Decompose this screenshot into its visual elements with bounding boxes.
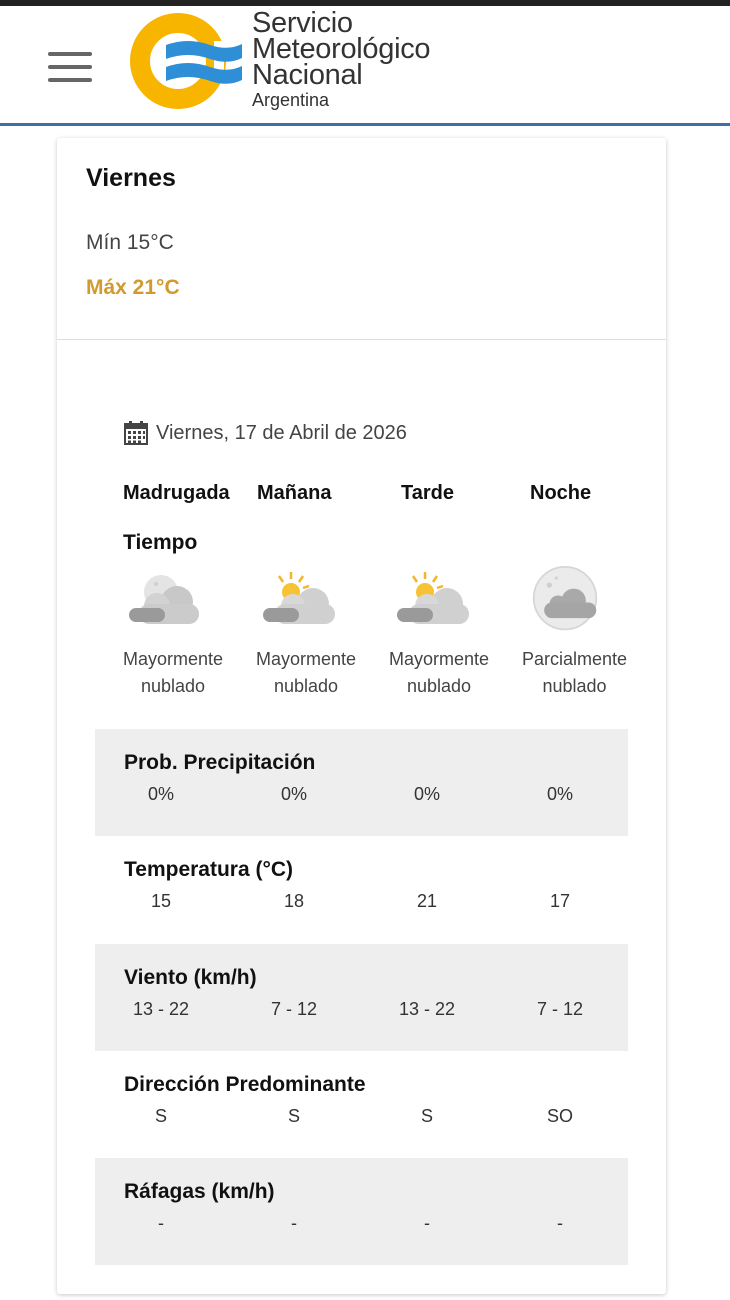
forecast-card [57, 138, 666, 1294]
min-temperature: Mín 15°C [86, 231, 174, 254]
brand-text[interactable] [252, 7, 431, 110]
brand-line-1: Servicio [252, 7, 353, 39]
weather-label: Tiempo [123, 531, 198, 554]
row-value: S [287, 1106, 300, 1126]
wind-row [95, 944, 628, 1051]
row-value: 17 [549, 891, 571, 911]
brand-line-4: Argentina [252, 90, 330, 110]
forecast-date-text: Viernes, 17 de Abril de 2026 [156, 421, 407, 444]
period-tarde: Tarde [401, 482, 454, 504]
row-value: - [291, 1213, 297, 1233]
weather-description [389, 646, 489, 700]
description-line-1: Mayormente [123, 649, 224, 669]
weather-descriptions [123, 646, 663, 706]
brand-line-3: Nacional [252, 59, 363, 91]
row-value: 21 [416, 891, 438, 911]
day-title: Viernes [86, 164, 176, 192]
row-value: 13 - 22 [132, 999, 190, 1019]
weather-description [123, 646, 223, 700]
row-value: 0% [413, 784, 440, 804]
period-madrugada: Madrugada [123, 482, 230, 504]
precipitation-row [95, 729, 628, 836]
row-title: Dirección Predominante [124, 1073, 366, 1096]
row-value: 0% [546, 784, 573, 804]
weather-description [256, 646, 356, 700]
row-title: Viento (km/h) [124, 966, 257, 989]
period-headers [123, 482, 653, 512]
row-value: - [158, 1213, 164, 1233]
weather-icons [123, 566, 663, 646]
row-value: 18 [283, 891, 305, 911]
row-value: 7 - 12 [270, 999, 318, 1019]
temperature-row [95, 836, 628, 943]
description-line-2: nublado [406, 676, 472, 696]
menu-icon[interactable] [48, 52, 92, 84]
period-manana: Mañana [257, 482, 332, 504]
gusts-row [95, 1158, 628, 1265]
direction-row [95, 1051, 628, 1158]
row-value: 13 - 22 [398, 999, 456, 1019]
moon-cloud-icon [525, 566, 605, 632]
row-title: Prob. Precipitación [124, 751, 316, 774]
row-value: 7 - 12 [536, 999, 584, 1019]
row-value: 0% [147, 784, 174, 804]
site-header [0, 6, 730, 126]
row-value: 0% [280, 784, 307, 804]
calendar-icon [123, 420, 149, 446]
row-value: 15 [150, 891, 172, 911]
day-summary [57, 138, 666, 340]
row-value: - [557, 1213, 563, 1233]
cloud-moon-icon [125, 566, 205, 632]
description-line-2: nublado [140, 676, 206, 696]
description-line-1: Mayormente [256, 649, 357, 669]
description-line-2: nublado [542, 676, 607, 696]
description-line-2: nublado [273, 676, 339, 696]
cloud-sun-icon [393, 566, 473, 632]
weather-description [522, 646, 627, 700]
description-line-1: Mayormente [389, 649, 490, 669]
row-title: Ráfagas (km/h) [124, 1180, 275, 1203]
row-value: S [154, 1106, 167, 1126]
description-line-1: Parcialmente [522, 649, 628, 669]
row-value: SO [546, 1106, 573, 1126]
brand-line-2: Meteorológico [252, 33, 431, 65]
forecast-date [123, 420, 407, 446]
row-title: Temperatura (°C) [124, 858, 294, 881]
max-temperature: Máx 21°C [86, 276, 180, 299]
row-value: - [424, 1213, 430, 1233]
row-value: S [420, 1106, 433, 1126]
cloud-sun-icon [259, 566, 339, 632]
smn-logo[interactable] [128, 11, 244, 111]
period-noche: Noche [530, 482, 592, 504]
